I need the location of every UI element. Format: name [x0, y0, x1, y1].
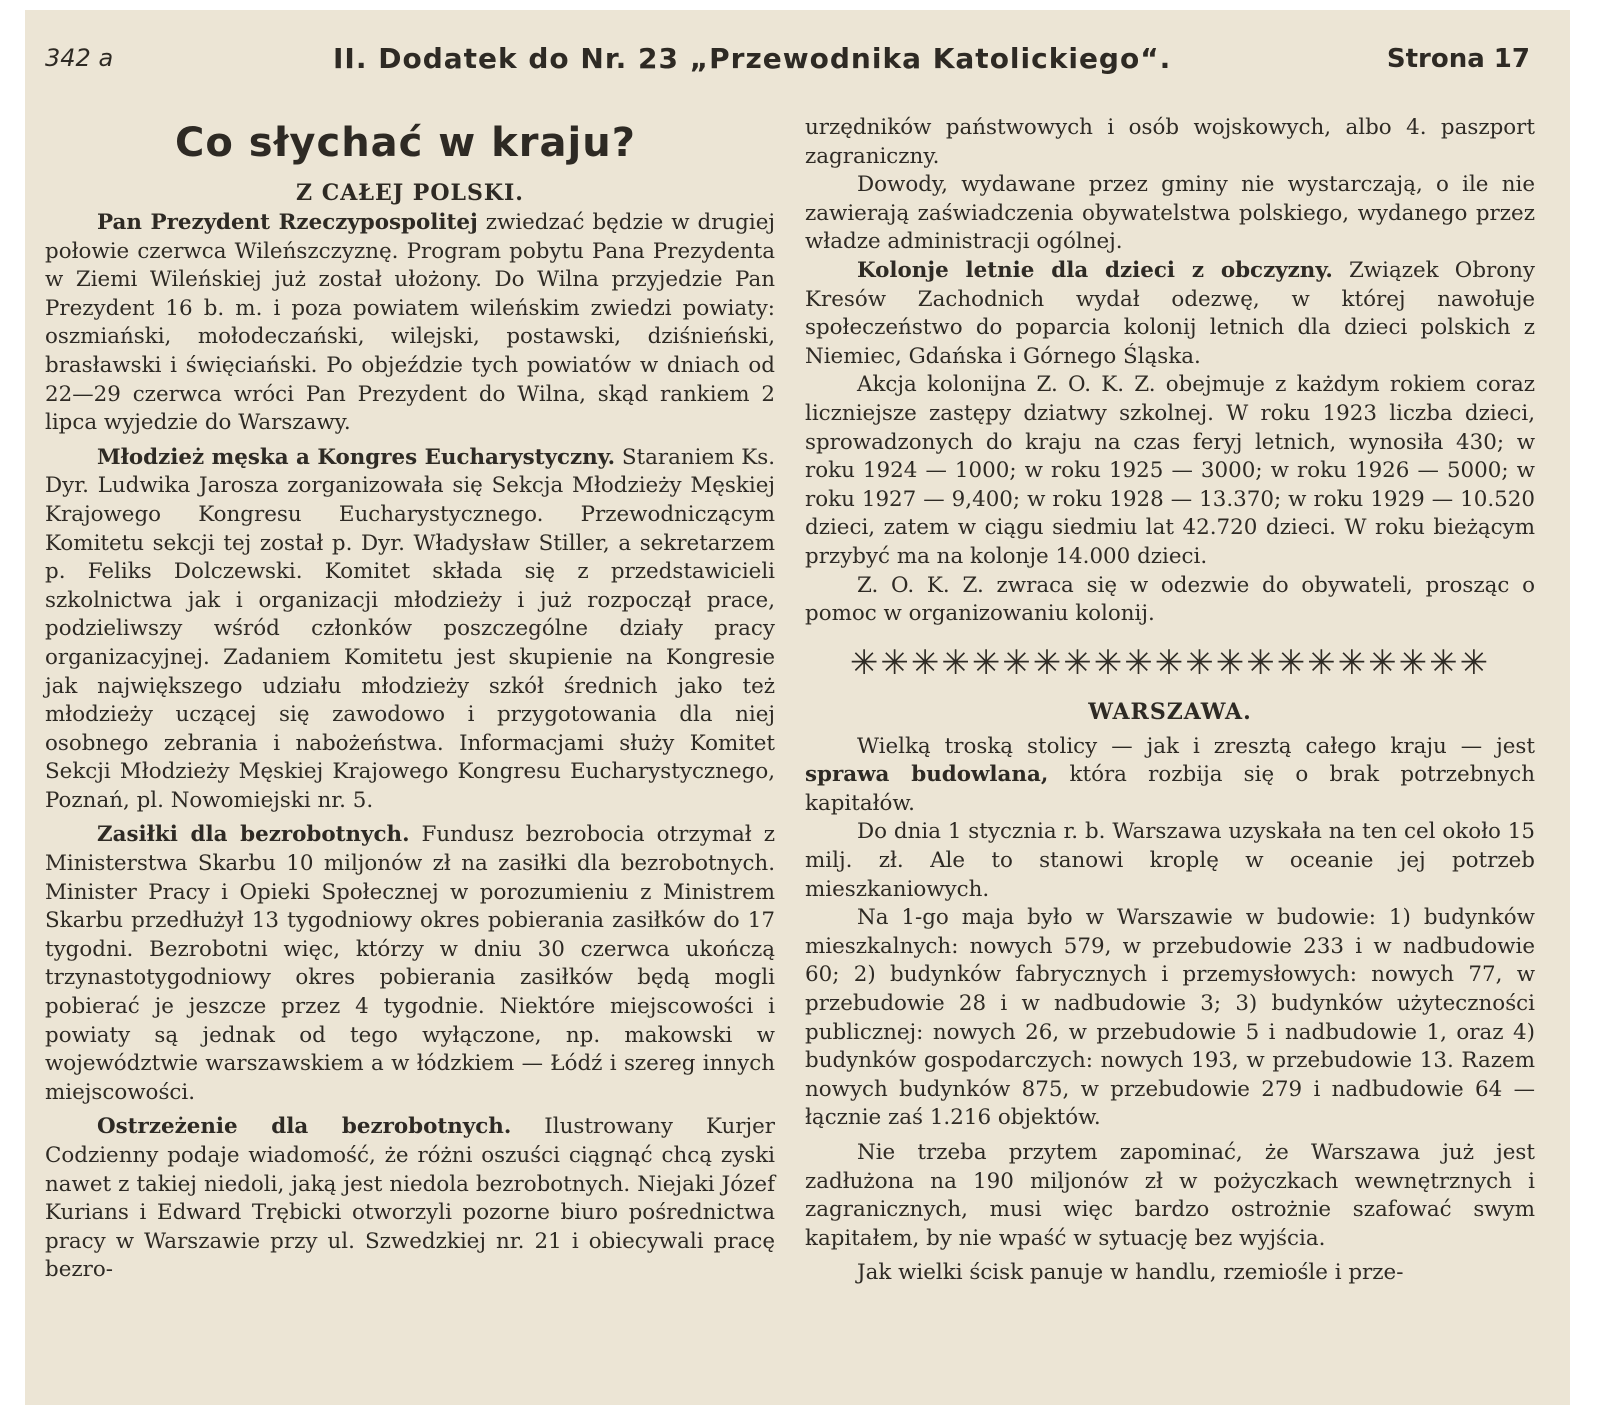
article-heading: Pan Prezydent Rzeczypospolitej	[97, 210, 478, 235]
article-body: Wielką troską stolicy — jak i zresztą całego kraju — jest	[857, 733, 1535, 759]
article-body: Związek Obrony Kresów Zachodnich wydał odezwę, w której nawołuje społeczeństwo do poparcia kolonij letnich dla dzieci polskich z Niemiec, Gdańska i Górnego Śląska.	[805, 257, 1535, 369]
article-body: Fundusz bezrobocia otrzymał z Ministerstwa Skarbu 10 miljonów zł na zasiłki dla bezrobotnych. Minister Pracy i Opieki Społecznej w porozumieniu z Ministrem Skarbu przedłużył 13 tygodniowy okres pobierania zasiłków do 17 tygodni. Bezrobotni więc, którzy w dniu 30 czerwca ukończą trzynastotygodniowy okres pobierania zasiłków będą mogli pobierać je jeszcze przez 4 tygodnie. Niektóre miejscowości i powiaty są jednak od tego wyłączone, np. makowski w województwie warszawskiem a w łódzkiem — Łódź i szereg innych miejscowości.	[45, 822, 775, 1105]
left-column	[45, 114, 775, 1285]
article-heading: Zasiłki dla bezrobotnych.	[97, 822, 410, 848]
article-unemployment-benefits	[45, 821, 775, 1107]
article-body: zwiedzać będzie w drugiej połowie czerwca Wileńszczyznę. Program pobytu Pana Prezydenta w Ziemi Wileńskiej już został ułożony. Do Wilna przyjedzie Pan Prezydent 16 b. m. i poza powiatem wileńskim zwiedzi powiaty: oszmiański, mołodeczański, wilejski, postawski, dziśnieński, brasławski i święciański. Po objeździe tych powiatów w dniach od 22—29 czerwca wróci Pan Prezydent do Wilna, skąd rankiem 2 lipca wyjedzie do Warszawy.	[45, 210, 775, 436]
main-title: Co słychać w kraju?	[175, 120, 636, 166]
article-paragraph: Do dnia 1 stycznia r. b. Warszawa uzyskała na ten cel około 15 milj. zł. Ale to stanowi kroplę w oceanie jej potrzeb mieszkaniowych.	[805, 819, 1535, 902]
article-warning	[45, 1113, 775, 1285]
article-president	[45, 209, 775, 438]
article-heading: Młodzież męska a Kongres Eucharystyczny.	[97, 444, 616, 470]
newspaper-page	[25, 10, 1570, 1405]
article-paragraph: Dowody, wydawane przez gminy nie wystarczają, o ile nie zawierają zaświadczenia obywatelstwa polskiego, wydanego przez władze administracji ogólnej.	[805, 172, 1535, 255]
section-title-warsaw: WARSZAWA.	[1088, 698, 1252, 725]
page-header	[25, 40, 1570, 84]
article-body: Ilustrowany Kurjer Codzienny podaje wiadomość, że różni oszuści ciągnąć chcą zyski nawet z takiej niedoli, jaką jest niedola bezrobotnych. Niejaki Józef Kurians i Edward Trębicki otworzyli pozorne biuro pośrednictwa pracy w Warszawie przy ul. Szwedzkiej nr. 21 i obiecywali pracę bezro-	[45, 1114, 775, 1283]
article-paragraph: Nie trzeba przytem zapominać, że Warszawa już jest zadłużona na 190 miljonów zł w pożyczkach wewnętrznych i zagranicznych, musi więc bardzo ostrożnie szafować swym kapitałem, by nie wpaść w sytuację bez wyjścia.	[805, 1140, 1535, 1251]
page-number: Strona 17	[1386, 44, 1530, 74]
article-paragraph: Jak wielki ścisk panuje w handlu, rzemiośle i prze-	[857, 1260, 1404, 1286]
article-youth-congress	[45, 444, 775, 816]
article-paragraph: Z. O. K. Z. zwraca się w odezwie do obywateli, prosząc o pomoc w organizowaniu kolonij.	[805, 572, 1535, 627]
article-heading: Ostrzeżenie dla bezrobotnych.	[97, 1114, 512, 1140]
article-paragraph: Na 1-go maja było w Warszawie w budowie: 1) budynków mieszkalnych: nowych 579, w przebudowie 233 i w nadbudowie 60; 2) budynków fabrycznych i przemysłowych: nowych 77, w przebudowie 28 i w nadbudowie 3; 3) budynków użyteczności publicznej: nowych 26, w przebudowie 5 i nadbudowie 1, oraz 4) budynków gospodarczych: nowych 193, w przebudowie 13. Razem nowych budynków 875, w przebudowie 279 i nadbudowie 64 — łącznie zaś 1.216 objektów.	[805, 905, 1535, 1131]
page-reference: 342 a	[45, 44, 114, 72]
article-heading: Kolonje letnie dla dzieci z obczyzny.	[857, 257, 1333, 283]
article-body: Staraniem Ks. Dyr. Ludwika Jarosza zorganizowała się Sekcja Młodzieży Męskiej Krajowego Kongresu Eucharystycznego. Przewodniczącym Komitetu sekcji tej został p. Dyr. Władysław Stiller, a sekretarzem p. Feliks Dolczewski. Komitet składa się z przedstawicieli szkolnictwa jak i organizacji młodzieży i już rozpoczął prace, podzieliwszy wśród członków poszczególne działy pracy organizacyjnej. Zadaniem Komitetu jest skupienie na Kongresie jak największego udziału młodzieży szkół średnich jako też młodzieży uczącej się zawodowo i przygotowania dla niej osobnego zebrania i nabożeństwa. Informacjami służy Komitet Sekcji Młodzieży Męskiej Krajowego Kongresu Eucharystycznego, Poznań, pl. Nowomiejski nr. 5.	[45, 444, 775, 813]
star-divider: ✳✳✳✳✳✳✳✳✳✳✳✳✳✳✳✳✳✳✳✳✳	[849, 642, 1491, 683]
header-title: II. Dodatek do Nr. 23 „Przewodnika Katolickiego“.	[333, 42, 1172, 75]
article-continuation: urzędników państwowych i osób wojskowych, albo 4. paszport zagraniczny.	[805, 115, 1535, 169]
article-body: która rozbija się o brak potrzebnych kapitałów.	[805, 762, 1536, 816]
article-emphasis: sprawa budowlana,	[805, 762, 1049, 788]
section-title-poland: Z CAŁEJ POLSKI.	[296, 180, 524, 206]
article-summer-camps	[805, 257, 1535, 371]
right-column	[805, 114, 1535, 1288]
article-building	[805, 733, 1535, 819]
article-paragraph: Akcja kolonijna Z. O. K. Z. obejmuje z każdym rokiem coraz liczniejsze zastępy dziatwy szkolnej. W roku 1923 liczba dzieci, sprowadzonych do kraju na czas feryj letnich, wynosiła 430; w roku 1924 — 1000; w roku 1925 — 3000; w roku 1926 — 5000; w roku 1927 — 9,400; w roku 1928 — 13.370; w roku 1929 — 10.520 dzieci, zatem w ciągu siedmiu lat 42.720 dzieci. W roku bieżącym przybyć ma na kolonje 14.000 dzieci.	[805, 372, 1535, 569]
